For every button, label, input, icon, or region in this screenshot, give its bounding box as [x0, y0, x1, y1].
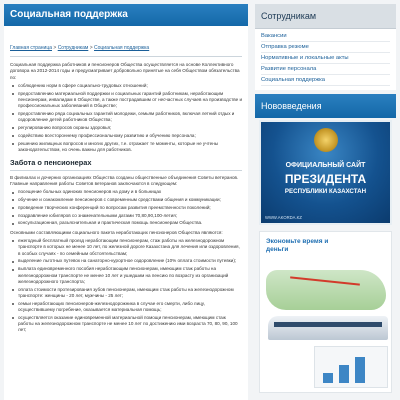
intro-paragraph: Социальная поддержка работников и пенсионеров Общества осуществляется на основе Коллективного договора на 2012-2014 годы и предусматривает добровольно принятые на себя Обществом обязательства по:	[10, 62, 240, 80]
promo-chart-bar	[355, 357, 365, 383]
main-content	[4, 4, 248, 400]
banner-line3: РЕСПУБЛИКИ КАЗАХСТАН	[284, 188, 367, 195]
sidebar	[255, 4, 396, 393]
president-site-banner[interactable]	[259, 120, 392, 225]
promo-chart-bar	[323, 373, 333, 383]
list-item: предоставлению ряда социальных гарантий молодежи, семьям работников, включая летний отдых и оздоровление детей работников Общества;	[18, 111, 242, 124]
list-item: регулированию вопросов охраны здоровья;	[18, 125, 242, 131]
employees-menu-title: Сотрудникам	[255, 4, 396, 29]
section-heading: Забота о пенсионерах	[10, 160, 242, 170]
social-package-paragraph: Основными составляющими социального пакета неработающих пенсионеров Общества являются:	[10, 229, 223, 235]
promo-text: Экономьте время и деньги	[266, 238, 329, 253]
list-item: консультационная, разъяснительная и практическая помощь пенсионерам Общества.	[18, 220, 242, 226]
list-item: семьи неработающих пенсионеров-железнодорожника в случае его смерти, либо лицу, осуществившему погребение, оказывается материальная помощь;	[18, 301, 242, 314]
sidebar-item-social-support[interactable]: Социальная поддержка	[261, 75, 390, 86]
list-item: оплата стоимости протезирования зубов пенсионерам, имеющим стаж работы на железнодорожном транспорте: женщины - 20 лет, мужчины - 25 лет;	[18, 287, 242, 300]
list-item: содействию всестороннему профессиональному развитию и обучению персонала;	[18, 133, 242, 139]
page-title: Социальная поддержка	[4, 4, 248, 26]
social-package-list	[10, 238, 242, 334]
banner-line2: ПРЕЗИДЕНТА	[284, 172, 367, 186]
obligations-list	[10, 83, 242, 153]
veterans-paragraph: В филиалах и дочерних организациях Общества созданы общественные объединения Советы ветеранов. Главные направления работы Советов ветеранов заключаются в следующем:	[10, 174, 239, 186]
promo-chart-bar	[339, 365, 349, 383]
railway-promo-banner[interactable]	[259, 231, 392, 393]
employees-menu	[255, 4, 396, 90]
promo-chart-illustration	[314, 346, 388, 388]
list-item: предоставлению материальной поддержки и социальных гарантий работникам, нерaботающим пенсионерам, инвалидам в Обществе, а также пострадавшим от несчастных случаев на производстве и профессиональных заболеваний в Обществе;	[18, 90, 243, 109]
breadcrumb: Главная страница > Сотрудникам > Социальная поддержка	[10, 45, 150, 51]
list-item: ежегодный бесплатный проезд неработающим пенсионерам, стаж работы на железнодорожном транспорте в которых не менее 10 лет, по железной дороге Казахстана для лечения или оздоровления, в особых случаях - по семейным обстоятельствам;	[18, 238, 242, 257]
sidebar-item-development[interactable]: Развитие персонала	[261, 64, 390, 75]
list-item: посещение больных одиноких пенсионеров на дому и в больницах	[18, 189, 242, 195]
train-illustration	[268, 316, 388, 340]
sidebar-item-vacancies[interactable]: Вакансии	[261, 31, 390, 42]
divider	[10, 56, 242, 57]
map-illustration	[266, 270, 386, 310]
breadcrumb-employees-link[interactable]: Сотрудникам	[57, 45, 89, 51]
list-item: обучение и ознакомление пенсионеров с современным средствами общения и коммуникации;	[18, 197, 242, 203]
list-item: выплата единовременного пособия неработающим пенсионерам, имеющим стаж работы на железнодорожном транспорте не менее 10 лет и ушедшим на пенсию по возрасту из организаций железнодорожного транспорта;	[18, 266, 242, 285]
breadcrumb-current-link[interactable]: Социальная поддержка	[94, 45, 150, 51]
emblem-icon	[314, 128, 338, 152]
news-title: Нововведения	[255, 94, 396, 118]
list-item: поздравление юбиляров со знаменательными датами 70,80,90,100-летия;	[18, 213, 242, 219]
banner-url: WWW.AKORDA.KZ	[265, 215, 302, 220]
sidebar-item-resume[interactable]: Отправка резюме	[261, 42, 390, 53]
list-item: решению жилищных вопросов и многих других, т.е. отражает те моменты, которые не учтены законодательством, но очень важны для работников.	[18, 141, 242, 154]
breadcrumb-home-link[interactable]: Главная страница	[10, 45, 52, 51]
veterans-list	[10, 189, 242, 226]
list-item: осуществляется оказание единовременной материальной помощи пенсионерам, имеющим стаж работы на железнодорожном транспорте не менее 10 лет по достижению ими возраста 70, 80, 90, 100 лет;	[18, 315, 242, 334]
banner-line1: ОФИЦИАЛЬНЫЙ САЙТ	[285, 162, 366, 169]
list-item: соблюдению норм в сфере социально-трудовых отношений;	[18, 83, 242, 89]
list-item: выделение льготных путевок на санаторно-курортное оздоровление (10% оплата стоимости путевки);	[18, 258, 242, 264]
sidebar-item-regulations[interactable]: Нормативные и локальные акты	[261, 53, 390, 64]
list-item: проведение творческих конференций по вопросам развития преемственности поколений;	[18, 205, 242, 211]
